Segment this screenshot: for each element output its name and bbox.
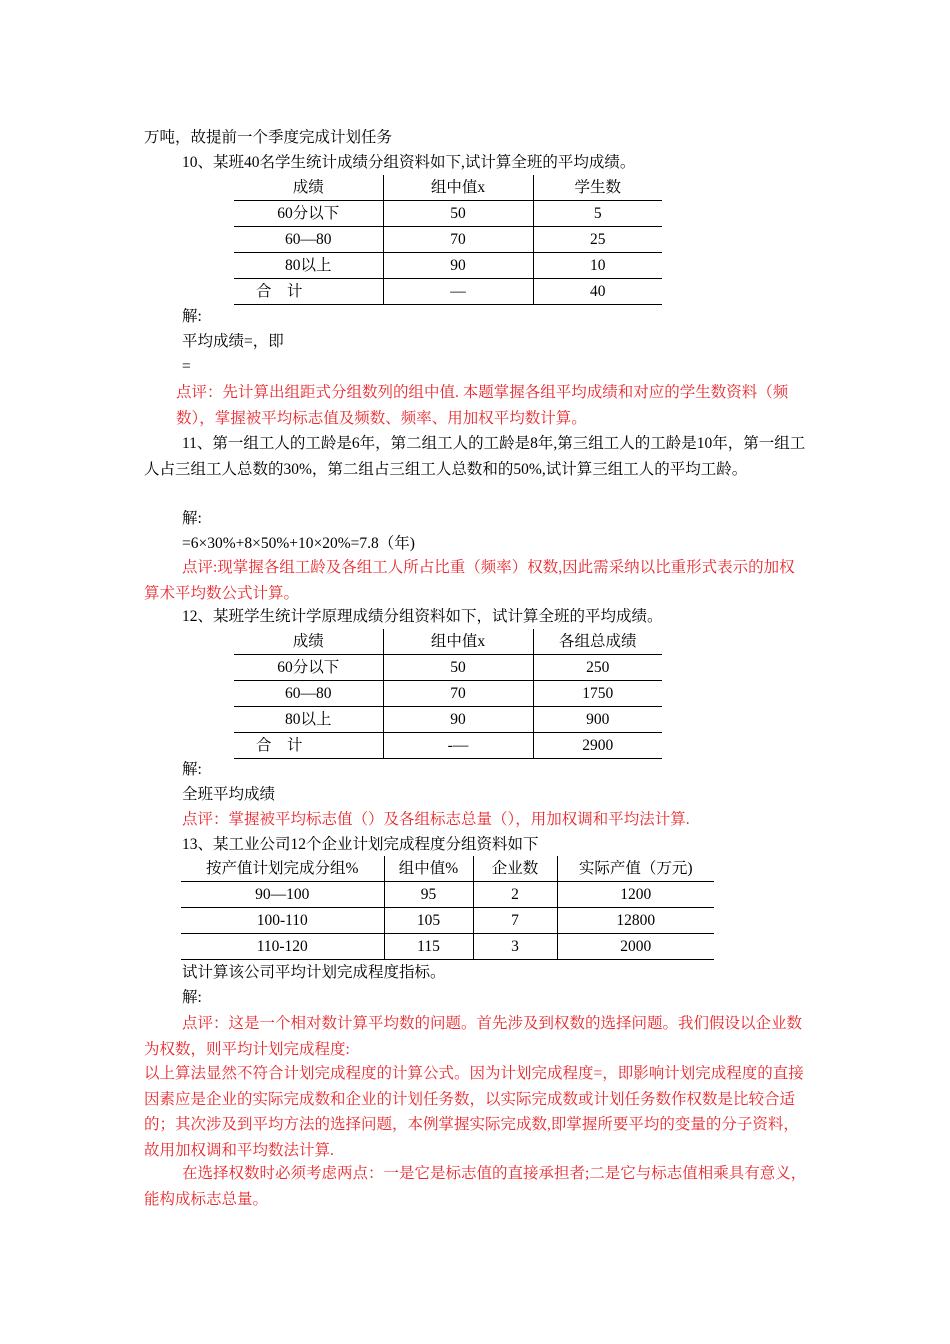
- q13-comment3: 在选择权数时必须考虑两点：一是它是标志值的直接承担者;二是它与标志值相乘具有意义，能构成标志总量。: [144, 1165, 807, 1208]
- table-row: [181, 934, 714, 960]
- text-line-top: 万吨，故提前一个季度完成计划任务: [144, 129, 393, 146]
- q11-formula: =6×30%+8×50%+10×20%=7.8（年): [182, 535, 415, 552]
- q13-header-group: 按产值计划完成分组%: [181, 856, 384, 882]
- table-cell: 60—80: [234, 681, 383, 707]
- table-row: [181, 908, 714, 934]
- q13-solution-label: 解:: [182, 989, 202, 1006]
- table-cell: 2: [473, 882, 557, 908]
- q13-comment2: 以上算法显然不符合计划完成程度的计算公式。因为计划完成程度=，即影响计划完成程度的直接因素应是企业的实际完成数和企业的计划任务数，以实际完成数或计划任务数作权数是比较合适的；其次涉及到平均方法的选择问题，本例掌握实际完成数,即掌握所要平均的变量的分子资料，故用加权调和平均数法计算.: [144, 1065, 804, 1159]
- table-cell: 合 计: [234, 733, 383, 759]
- q12-header-score: 成绩: [234, 629, 383, 655]
- q10-table: [234, 175, 662, 305]
- q13-header-midpoint: 组中值%: [384, 856, 473, 882]
- table-cell: 50: [383, 655, 533, 681]
- table-cell: 1200: [557, 882, 714, 908]
- q12-solution-line1: 全班平均成绩: [182, 786, 276, 803]
- table-cell: 80以上: [234, 707, 383, 733]
- q10-solution-line1: 平均成绩=，即: [182, 333, 284, 350]
- table-cell: 115: [384, 934, 473, 960]
- table-cell: 105: [384, 908, 473, 934]
- table-cell: 2000: [557, 934, 714, 960]
- table-cell: 60分以下: [234, 201, 383, 227]
- table-cell: 60分以下: [234, 655, 383, 681]
- table-cell: 5: [533, 201, 662, 227]
- table-cell: 50: [383, 201, 533, 227]
- table-cell: 900: [533, 707, 662, 733]
- q12-table: [234, 629, 662, 759]
- table-cell: 12800: [557, 908, 714, 934]
- table-row-total: [234, 279, 662, 305]
- table-cell: 7: [473, 908, 557, 934]
- q10-header-students: 学生数: [533, 175, 662, 201]
- q13-table: [181, 856, 714, 960]
- q10-table-header: [234, 175, 662, 201]
- table-cell: 40: [533, 279, 662, 305]
- q11-solution-label: 解:: [182, 510, 202, 527]
- q10-solution-label: 解:: [182, 308, 202, 325]
- table-cell: 1750: [533, 681, 662, 707]
- table-cell: 110-120: [181, 934, 384, 960]
- q10-comment: 点评：先计算出组距式分组数列的组中值. 本题掌握各组平均成绩和对应的学生数资料（频数），掌握被平均标志值及频数、频率、用加权平均数计算。: [176, 384, 789, 427]
- table-row: [234, 253, 662, 279]
- q12-comment: 点评：掌握被平均标志值（）及各组标志总量（），用加权调和平均法计算.: [182, 811, 690, 828]
- q13-header-output: 实际产值（万元): [557, 856, 714, 882]
- q13-ask: 试计算该公司平均计划完成程度指标。: [182, 964, 446, 981]
- table-row: [234, 227, 662, 253]
- table-cell: 90: [383, 253, 533, 279]
- table-row: [181, 882, 714, 908]
- table-cell: -—: [383, 733, 533, 759]
- table-cell: 2900: [533, 733, 662, 759]
- q10-header-midpoint: 组中值x: [383, 175, 533, 201]
- table-cell: 95: [384, 882, 473, 908]
- table-cell: 90—100: [181, 882, 384, 908]
- table-row: [234, 681, 662, 707]
- table-cell: 80以上: [234, 253, 383, 279]
- table-cell: 90: [383, 707, 533, 733]
- table-row: [234, 707, 662, 733]
- q13-header-count: 企业数: [473, 856, 557, 882]
- table-cell: 合 计: [234, 279, 383, 305]
- table-cell: 100-110: [181, 908, 384, 934]
- q12-table-header: [234, 629, 662, 655]
- q11-comment: 点评:现掌握各组工龄及各组工人所占比重（频率）权数,因此需采纳以比重形式表示的加权算术平均数公式计算。: [144, 559, 795, 602]
- q10-solution-line2: =: [182, 358, 191, 375]
- table-row: [234, 655, 662, 681]
- table-cell: 70: [383, 227, 533, 253]
- q12-solution-label: 解:: [182, 761, 202, 778]
- q13-table-header: [181, 856, 714, 882]
- q10-header-score: 成绩: [234, 175, 383, 201]
- table-row: [234, 201, 662, 227]
- q12-header-midpoint: 组中值x: [383, 629, 533, 655]
- table-row-total: [234, 733, 662, 759]
- table-cell: 60—80: [234, 227, 383, 253]
- q12-header-total: 各组总成绩: [533, 629, 662, 655]
- table-cell: 70: [383, 681, 533, 707]
- table-cell: 10: [533, 253, 662, 279]
- q13-question: 13、某工业公司12个企业计划完成程度分组资料如下: [182, 836, 539, 853]
- table-cell: 250: [533, 655, 662, 681]
- table-cell: —: [383, 279, 533, 305]
- table-cell: 3: [473, 934, 557, 960]
- q10-question: 10、某班40名学生统计成绩分组资料如下,试计算全班的平均成绩。: [182, 154, 636, 171]
- q13-comment1: 点评：这是一个相对数计算平均数的问题。首先涉及到权数的选择问题。我们假设以企业数为权数，则平均计划完成程度:: [144, 1015, 803, 1058]
- table-cell: 25: [533, 227, 662, 253]
- q12-question: 12、某班学生统计学原理成绩分组资料如下，试计算全班的平均成绩。: [182, 608, 663, 625]
- q11-question: 11、第一组工人的工龄是6年，第二组工人的工龄是8年,第三组工人的工龄是10年，第一组工人占三组工人总数的30%，第二组占三组工人总数和的50%,试计算三组工人的平均工龄。: [144, 435, 806, 478]
